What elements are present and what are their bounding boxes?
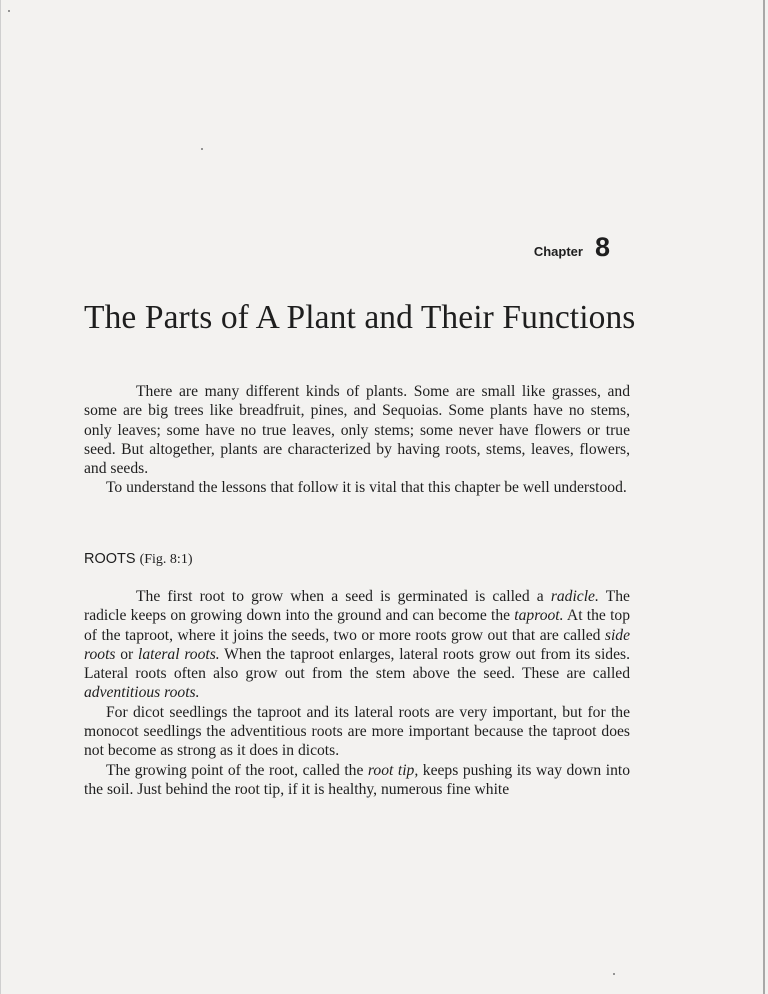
intro-section bbox=[84, 382, 630, 498]
chapter-label: Chapter bbox=[533, 244, 583, 259]
term-root-tip: root tip, bbox=[367, 761, 419, 779]
scan-speck bbox=[613, 973, 615, 975]
chapter-number: 8 bbox=[594, 232, 610, 262]
page-right-edge bbox=[763, 0, 765, 994]
term-taproot: taproot. bbox=[514, 607, 564, 625]
term-lateral-roots: lateral roots. bbox=[137, 645, 220, 663]
scan-speck bbox=[201, 148, 203, 150]
term-side-roots: side roots bbox=[84, 626, 630, 663]
term-radicle: radicle. bbox=[550, 588, 599, 605]
section-title: ROOTS bbox=[84, 551, 136, 567]
chapter-heading bbox=[534, 232, 610, 263]
roots-paragraph-3: The growing point of the root, called the root tip, keeps pushing its way down into the soil. Just behind the root tip, if it is healthy, numerous fine white bbox=[84, 761, 630, 798]
page-left-edge bbox=[0, 0, 1, 994]
figure-reference: (Fig. 8:1) bbox=[139, 552, 193, 567]
intro-paragraph-2: To understand the lessons that follow it is vital that this chapter be well understood. bbox=[106, 479, 627, 497]
scan-speck bbox=[8, 10, 10, 12]
chapter-title: The Parts of A Plant and Their Functions bbox=[84, 299, 636, 336]
roots-paragraph-2: For dicot seedlings the taproot and its lateral roots are very important, but for the monocot seedlings the adventitious roots are more important because the taproot does not become as strong as it does in dicots. bbox=[84, 703, 630, 760]
roots-section-body bbox=[84, 587, 630, 799]
term-adventitious-roots: adventitious roots. bbox=[84, 684, 200, 702]
roots-paragraph-1: The first root to grow when a seed is germinated is called a radicle. The radicle keeps on growing down into the ground and can become the taproot. At the top of the taproot, where it joins the seeds, two or more roots grow out that are called side roots or lateral roots. When the taproot enlarges, lateral roots grow out from its sides. Lateral roots often also grow out from the stem above the seed. These are called adventitious roots. bbox=[84, 588, 630, 702]
intro-paragraph-1: There are many different kinds of plants. Some are small like grasses, and some are big trees like breadfruit, pines, and Sequoias. Some plants have no stems, only leaves; some have no true leaves, only stems; some never have flowers or true seed. But altogether, plants are characterized by having roots, stems, leaves, flowers, and seeds. bbox=[84, 383, 630, 478]
section-heading-roots bbox=[84, 551, 192, 568]
